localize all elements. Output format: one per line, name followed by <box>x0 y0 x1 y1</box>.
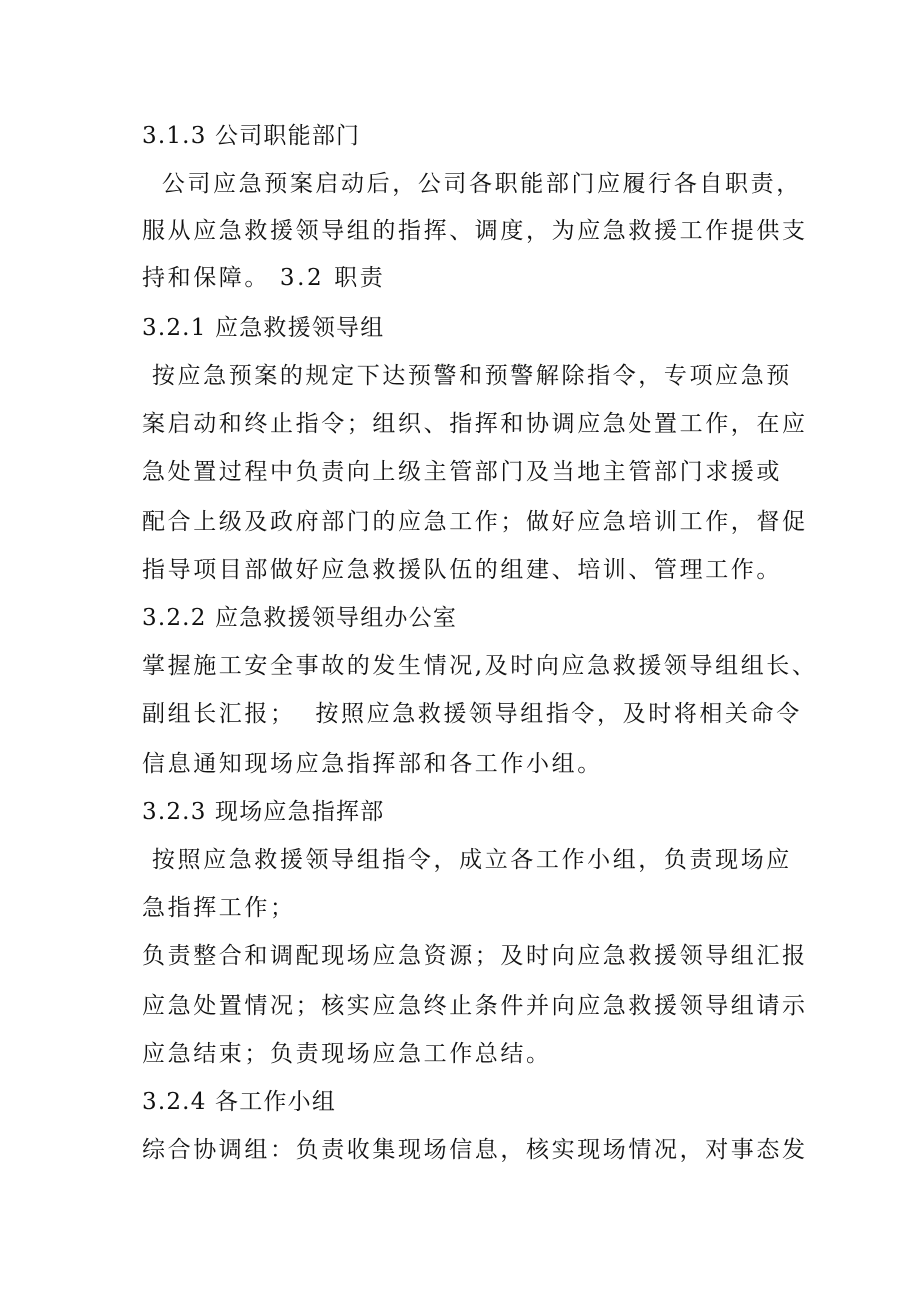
paragraph-line: 副组长汇报； 按照应急救援领导组指令，及时将相关命令 <box>142 701 802 727</box>
paragraph-line: 急处置过程中负责向上级主管部门及当地主管部门求援或 <box>142 459 782 485</box>
section-heading-3-2-4: 3.2.4 各工作小组 <box>142 1089 337 1115</box>
section-heading-3-2-2: 3.2.2 应急救援领导组办公室 <box>142 605 458 631</box>
section-heading-3-2-3: 3.2.3 现场应急指挥部 <box>142 799 385 825</box>
paragraph-line: 按应急预案的规定下达预警和预警解除指令，专项应急预 <box>142 363 792 389</box>
paragraph-line: 综合协调组：负责收集现场信息，核实现场情况，对事态发 <box>142 1137 808 1163</box>
paragraph-line: 配合上级及政府部门的应急工作；做好应急培训工作，督促 <box>142 509 808 535</box>
paragraph-line: 按照应急救援领导组指令，成立各工作小组，负责现场应 <box>142 847 792 873</box>
paragraph-line: 急指挥工作； <box>142 895 296 921</box>
paragraph-line: 持和保障。 3.2 职责 <box>142 265 386 291</box>
section-heading-3-1-3: 3.1.3 公司职能部门 <box>142 123 361 149</box>
paragraph-line: 应急处置情况；核实应急终止条件并向应急救援领导组请示 <box>142 993 808 1019</box>
paragraph-line: 掌握施工安全事故的发生情况,及时向应急救援领导组组长、 <box>142 653 818 679</box>
paragraph-line: 指导项目部做好应急救援队伍的组建、培训、管理工作。 <box>142 557 782 583</box>
section-heading-3-2-1: 3.2.1 应急救援领导组 <box>142 315 385 341</box>
paragraph-line: 负责整合和调配现场应急资源；及时向应急救援领导组汇报 <box>142 943 808 969</box>
paragraph-line: 应急结束；负责现场应急工作总结。 <box>142 1041 552 1067</box>
paragraph-line: 公司应急预案启动后，公司各职能部门应履行各自职责， <box>142 171 802 197</box>
paragraph-line: 服从应急救援领导组的指挥、调度，为应急救援工作提供支 <box>142 218 808 244</box>
paragraph-line: 案启动和终止指令；组织、指挥和协调应急处置工作，在应 <box>142 411 808 437</box>
paragraph-line: 信息通知现场应急指挥部和各工作小组。 <box>142 751 603 777</box>
